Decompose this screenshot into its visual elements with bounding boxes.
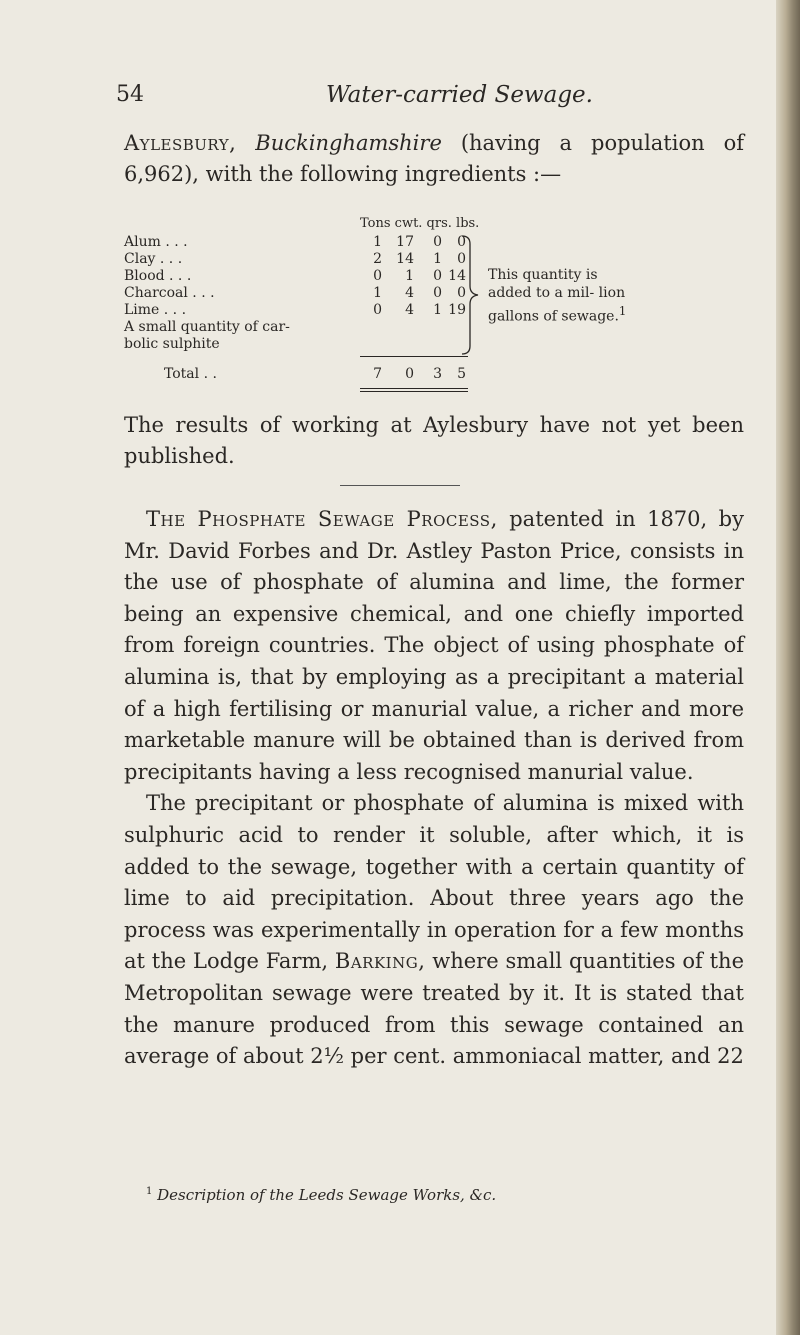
right-brace-icon <box>454 234 484 356</box>
ingredient-cwt: 17 <box>396 234 414 250</box>
ingredient-qrs: 1 <box>433 251 442 267</box>
total-row <box>124 366 764 383</box>
phosphate-paragraph-2 <box>124 788 744 1072</box>
running-head <box>116 82 756 122</box>
footnote-marker: 1 <box>146 1186 153 1197</box>
table-row <box>124 251 764 268</box>
ingredient-qrs: 0 <box>433 285 442 301</box>
total-label: Total . . <box>164 366 217 382</box>
ingredient-name: Blood . . . <box>124 268 192 284</box>
total-cwt: 0 <box>405 366 414 382</box>
ingredient-lbs: 14 <box>448 268 466 284</box>
ingredient-name: Alum . . . <box>124 234 188 250</box>
sum-rule <box>360 356 468 357</box>
brace-note-text: This quantity is added to a mil- lion gallons of sewage. <box>488 267 626 325</box>
ingredient-name: A small quantity of car- <box>124 319 290 335</box>
total-qrs: 3 <box>433 366 442 382</box>
footnote <box>146 1186 746 1204</box>
section-divider <box>340 485 460 486</box>
ingredient-tons: 0 <box>373 302 382 318</box>
ingredient-name: bolic sulphite <box>124 336 220 352</box>
paragraph-text: patented in 1870, by Mr. David Forbes and Dr. Astley Paston Price, consists in the use of phosphate of alumina and lime, the former being an expensive chemical, and one chiefly imported from foreign countries. The object of using phosphate of alumina is, that by employing as a precipitant a material of a high fertilising or manurial value, a richer and more marketable manure will be obtained than is derived from precipitants having a less recognised manurial value. <box>124 507 744 784</box>
phosphate-section <box>124 504 744 1073</box>
table-column-header: Tons cwt. qrs. lbs. <box>360 216 480 231</box>
place-name: Aylesbury, <box>124 131 237 155</box>
table-row <box>124 302 764 319</box>
intro-text: (having a population of 6,962), with the following ingredients :— <box>124 131 744 186</box>
ingredient-tons: 1 <box>373 234 382 250</box>
ingredient-tons: 1 <box>373 285 382 301</box>
ingredient-lbs: 0 <box>457 285 466 301</box>
table-row <box>124 285 764 302</box>
ingredient-lbs: 0 <box>457 234 466 250</box>
footnote-text: Description of the Leeds Sewage Works, &c. <box>157 1186 497 1204</box>
table-row <box>124 336 764 353</box>
ingredient-name: Charcoal . . . <box>124 285 215 301</box>
total-lbs: 5 <box>457 366 466 382</box>
running-title: Water-carried Sewage. <box>326 82 593 108</box>
phosphate-paragraph-1 <box>124 504 744 788</box>
ingredient-qrs: 1 <box>433 302 442 318</box>
ingredient-cwt: 14 <box>396 251 414 267</box>
table-row <box>124 319 764 336</box>
ingredient-cwt: 4 <box>405 285 414 301</box>
ingredient-tons: 2 <box>373 251 382 267</box>
paragraph-text: where small quantities of the Metropolitan sewage were treated by it. It is stated that the manure produced from this sewage contained an average of about 2½ per cent. ammoniacal matter, and 22 <box>124 949 744 1069</box>
total-tons: 7 <box>373 366 382 382</box>
total-double-rule <box>360 388 468 389</box>
ingredient-cwt: 1 <box>405 268 414 284</box>
ingredient-name: Clay . . . <box>124 251 183 267</box>
intro-paragraph <box>124 128 744 190</box>
section-lead: The Phosphate Sewage Process, <box>146 507 498 531</box>
ingredient-lbs: 19 <box>448 302 466 318</box>
ingredients-table <box>124 216 764 386</box>
ingredient-qrs: 0 <box>433 268 442 284</box>
ingredient-lbs: 0 <box>457 251 466 267</box>
total-double-rule <box>360 391 468 392</box>
page-number: 54 <box>116 82 144 107</box>
results-paragraph: The results of working at Aylesbury have not yet been published. <box>124 413 744 468</box>
table-row <box>124 234 764 251</box>
ingredient-name: Lime . . . <box>124 302 187 318</box>
ingredient-cwt: 4 <box>405 302 414 318</box>
ingredient-tons: 0 <box>373 268 382 284</box>
page-edge <box>776 0 800 1335</box>
paragraph-text: The precipitant or phosphate of alumina is mixed with sulphuric acid to render it soluble, after which, it is added to the sewage, together with a certain quantity of lime to aid precipitation. About three years ago the process was experimentally in operation for a few months at the Lodge Farm, <box>124 791 744 974</box>
ingredient-qrs: 0 <box>433 234 442 250</box>
brace-note <box>488 266 628 326</box>
table-row <box>124 268 764 285</box>
footnote-ref: 1 <box>618 304 627 318</box>
county-name: Buckinghamshire <box>255 131 442 155</box>
place-name: Barking, <box>334 949 426 974</box>
